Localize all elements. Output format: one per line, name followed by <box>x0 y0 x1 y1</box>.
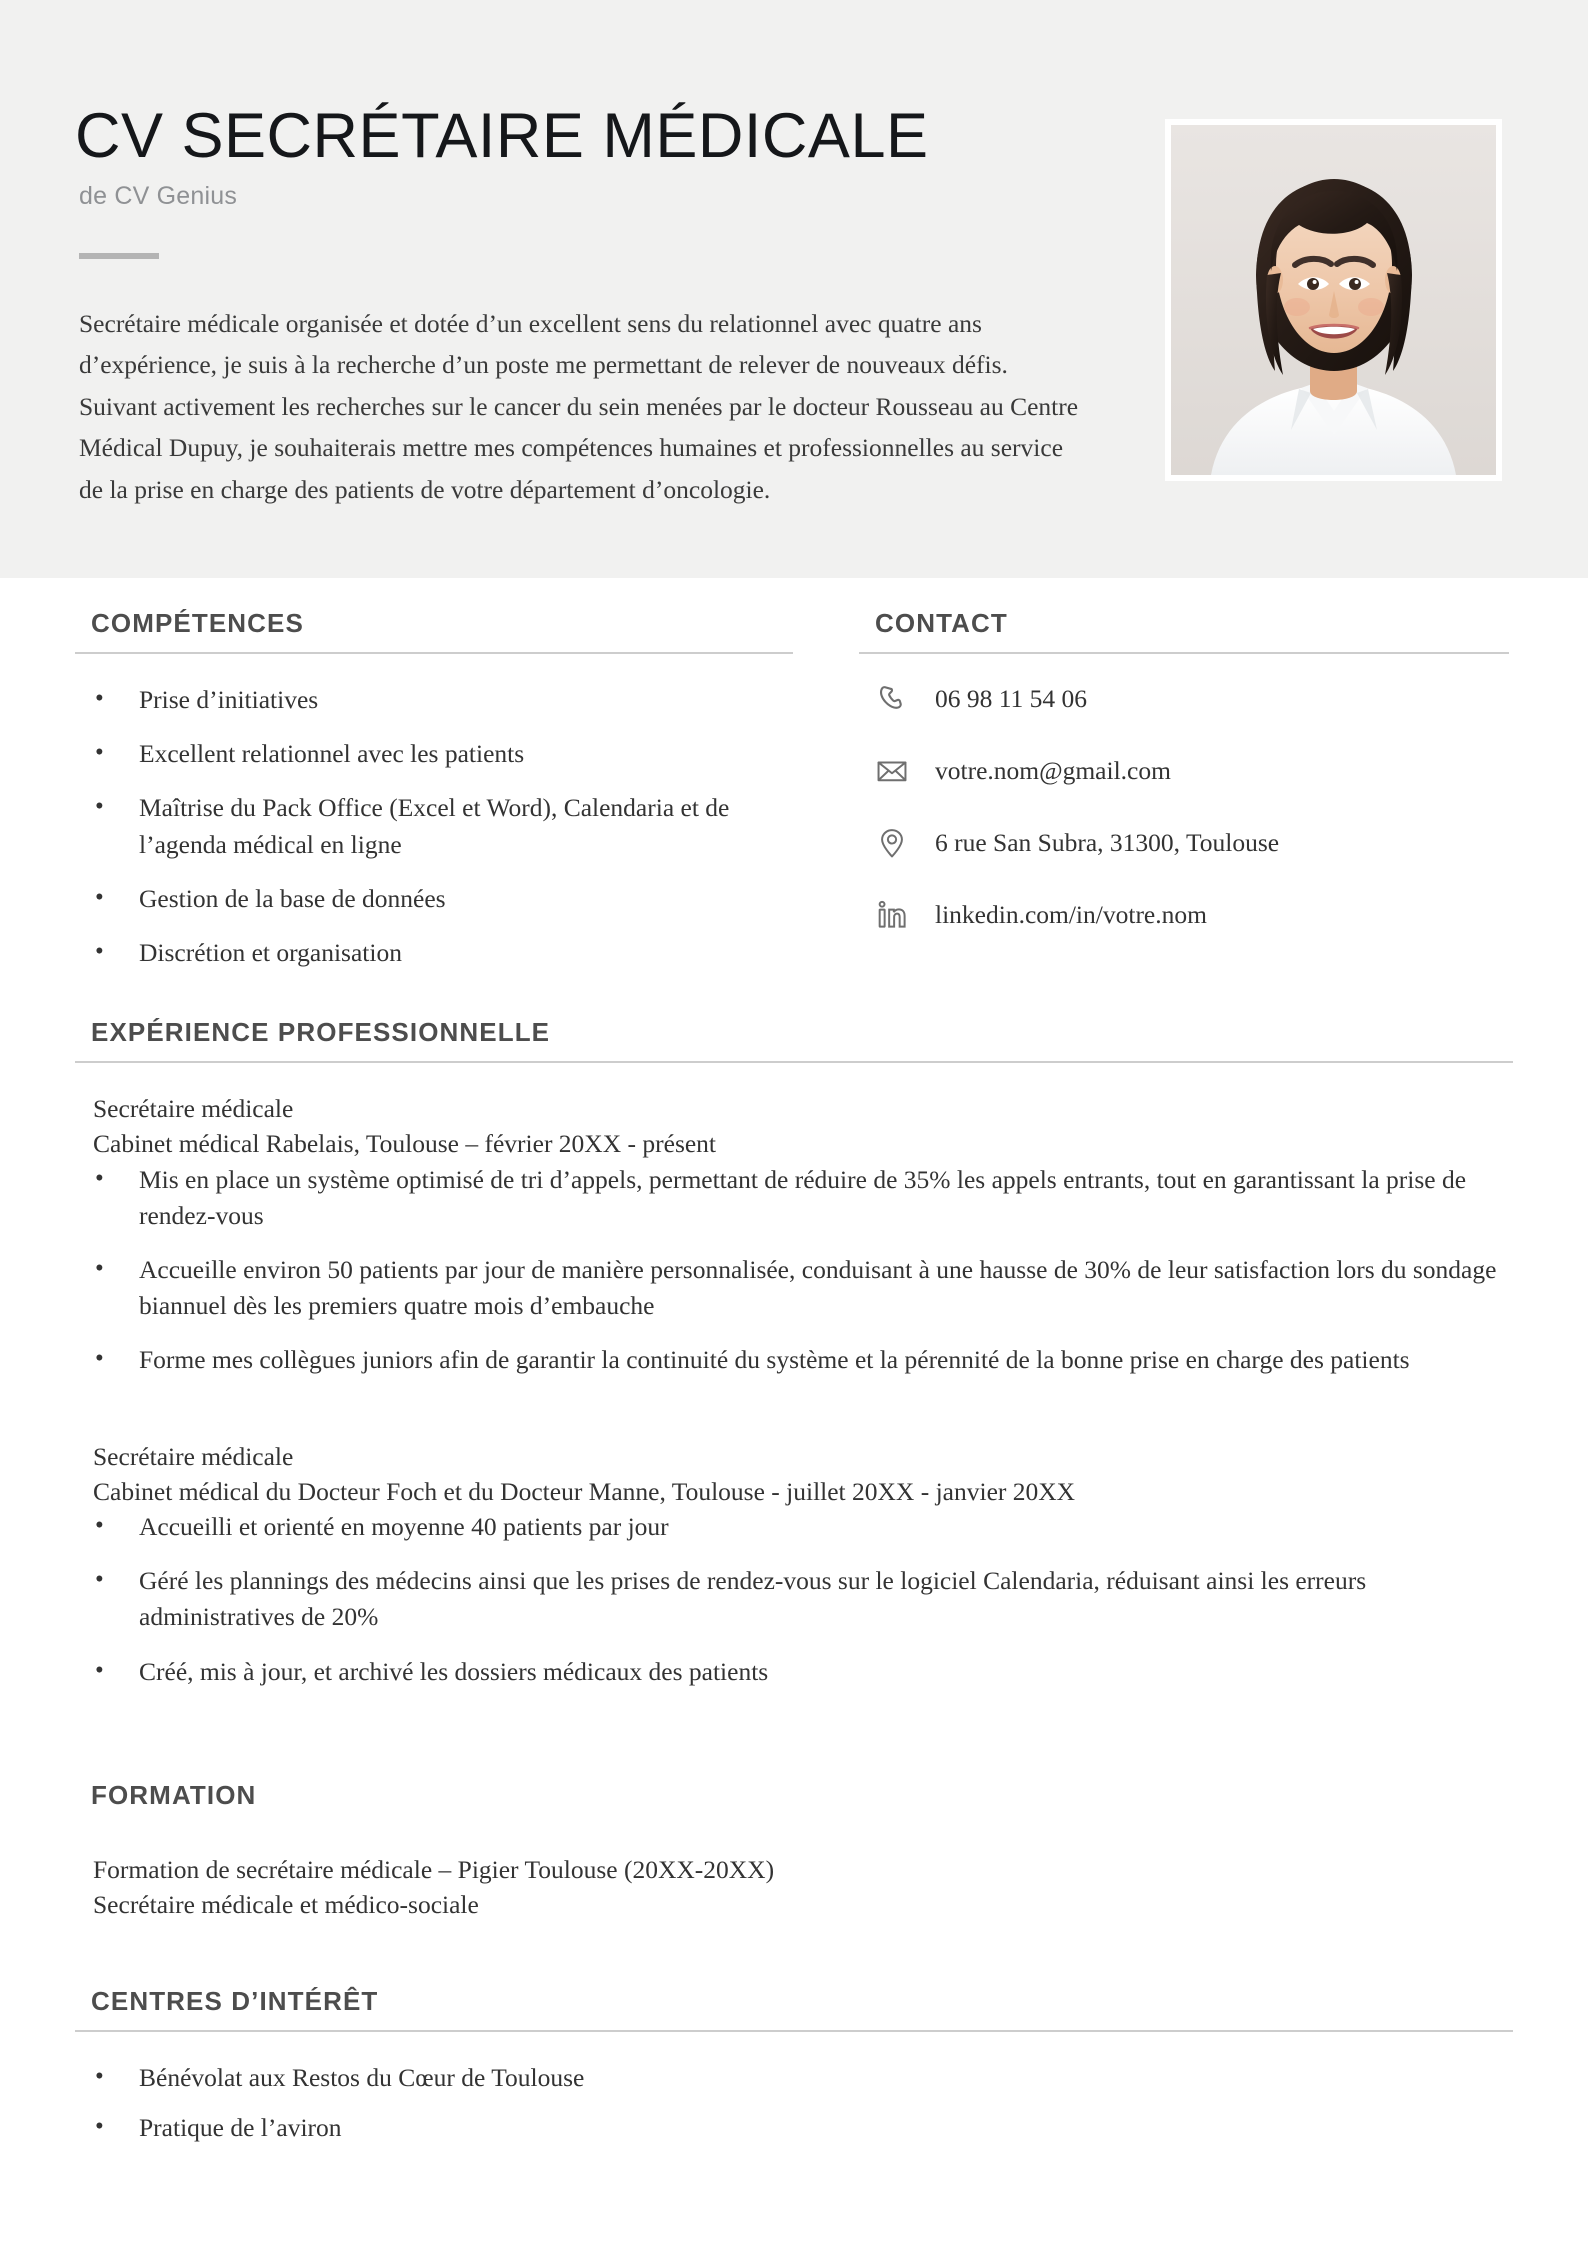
job-title: Secrétaire médicale <box>93 1441 294 1471</box>
contact-phone-value: 06 98 11 54 06 <box>935 683 1088 713</box>
profile-photo-frame <box>1165 119 1502 481</box>
list-item: • Créé, mis à jour, et archivé les dossiers médicaux des patients <box>75 1654 1513 1690</box>
experience-item <box>75 1091 1513 1378</box>
education-program: Formation de secrétaire médicale – Pigier Toulouse (20XX-20XX) <box>93 1854 775 1884</box>
interests-list <box>75 2060 1513 2146</box>
header-text-block <box>75 101 1165 510</box>
interests-section <box>75 1986 1513 2146</box>
list-item: • Accueille environ 50 patients par jour de manière personnalisée, conduisant à une hausse de 30% de leur satisfaction lors du sondage biannuel dès les premiers quatre mois d’embauche <box>75 1252 1513 1324</box>
byline: de CV Genius <box>79 181 238 210</box>
experience-divider <box>75 1061 1513 1063</box>
list-item: • Bénévolat aux Restos du Cœur de Toulouse <box>75 2060 1513 2096</box>
experience-heading: EXPÉRIENCE PROFESSIONNELLE <box>91 1017 551 1048</box>
job-bullets <box>75 1162 1513 1379</box>
experience-item <box>75 1439 1513 1690</box>
list-item: • Maîtrise du Pack Office (Excel et Word), Calendaria et de l’agenda médical en ligne <box>75 790 793 862</box>
list-item: • Forme mes collègues juniors afin de garantir la continuité du système et la pérennité de la bonne prise en charge des patients <box>75 1342 1513 1378</box>
contact-linkedin[interactable] <box>859 898 1509 932</box>
list-item: • Pratique de l’aviron <box>75 2110 1513 2146</box>
linkedin-icon <box>875 898 915 932</box>
list-item: • Accueilli et orienté en moyenne 40 patients par jour <box>75 1509 1513 1545</box>
avatar <box>1171 125 1496 475</box>
list-item: • Mis en place un système optimisé de tri d’appels, permettant de réduire de 35% les appels entrants, tout en garantissant la prise de rendez-vous <box>75 1162 1513 1234</box>
education-heading: FORMATION <box>91 1779 257 1810</box>
job-bullets <box>75 1509 1513 1690</box>
skills-section <box>75 608 793 989</box>
phone-icon <box>875 682 915 716</box>
cv-body <box>0 578 1588 2147</box>
page-title: CV SECRÉTAIRE MÉDICALE <box>75 101 929 171</box>
cv-header <box>0 0 1588 578</box>
list-item: • Discrétion et organisation <box>75 935 793 971</box>
interests-heading: CENTRES D’INTÉRÊT <box>91 1986 379 2017</box>
list-item: • Excellent relationnel avec les patients <box>75 736 793 772</box>
job-title: Secrétaire médicale <box>93 1094 294 1124</box>
job-company: Cabinet médical du Docteur Foch et du Docteur Manne, Toulouse - juillet 20XX - janvier 20XX <box>93 1476 1076 1506</box>
contact-heading: CONTACT <box>875 608 1008 638</box>
contact-phone[interactable] <box>859 682 1509 716</box>
skills-divider <box>75 652 793 654</box>
contact-divider <box>859 652 1509 654</box>
envelope-icon <box>875 754 915 788</box>
skills-list <box>75 682 793 971</box>
contact-list <box>859 682 1509 932</box>
education-detail: Secrétaire médicale et médico-sociale <box>93 1889 479 1919</box>
list-item: • Gestion de la base de données <box>75 881 793 917</box>
experience-section <box>75 1017 1513 1690</box>
contact-linkedin-value: linkedin.com/in/votre.nom <box>935 899 1207 929</box>
portrait-photo <box>1171 125 1496 475</box>
skills-heading: COMPÉTENCES <box>91 608 304 638</box>
education-section <box>75 1780 1513 1922</box>
contact-email-value: votre.nom@gmail.com <box>935 755 1171 785</box>
contact-address-value: 6 rue San Subra, 31300, Toulouse <box>935 827 1280 857</box>
contact-address[interactable] <box>859 826 1509 860</box>
contact-email[interactable] <box>859 754 1509 788</box>
job-company: Cabinet médical Rabelais, Toulouse – février 20XX - présent <box>93 1129 717 1159</box>
interests-divider <box>75 2030 1513 2032</box>
list-item: • Prise d’initiatives <box>75 682 793 718</box>
contact-section <box>859 608 1509 989</box>
location-pin-icon <box>875 826 915 860</box>
title-divider <box>79 253 159 259</box>
list-item: • Géré les plannings des médecins ainsi que les prises de rendez-vous sur le logiciel Calendaria, réduisant ainsi les erreurs administratives de 20% <box>75 1563 1513 1635</box>
skills-contact-row <box>75 578 1513 989</box>
profile-summary: Secrétaire médicale organisée et dotée d’un excellent sens du relationnel avec quatre ans d’expérience, je suis à la recherche d’un poste me permettant de relever de nouveaux défis. Suivant activement les recherches sur le cancer du sein menées par le docteur Rousseau au Centre Médical Dupuy, je souhaiterais mettre mes compétences humaines et professionnelles au service de la prise en charge des patients de votre département d’oncologie. <box>79 308 1079 504</box>
